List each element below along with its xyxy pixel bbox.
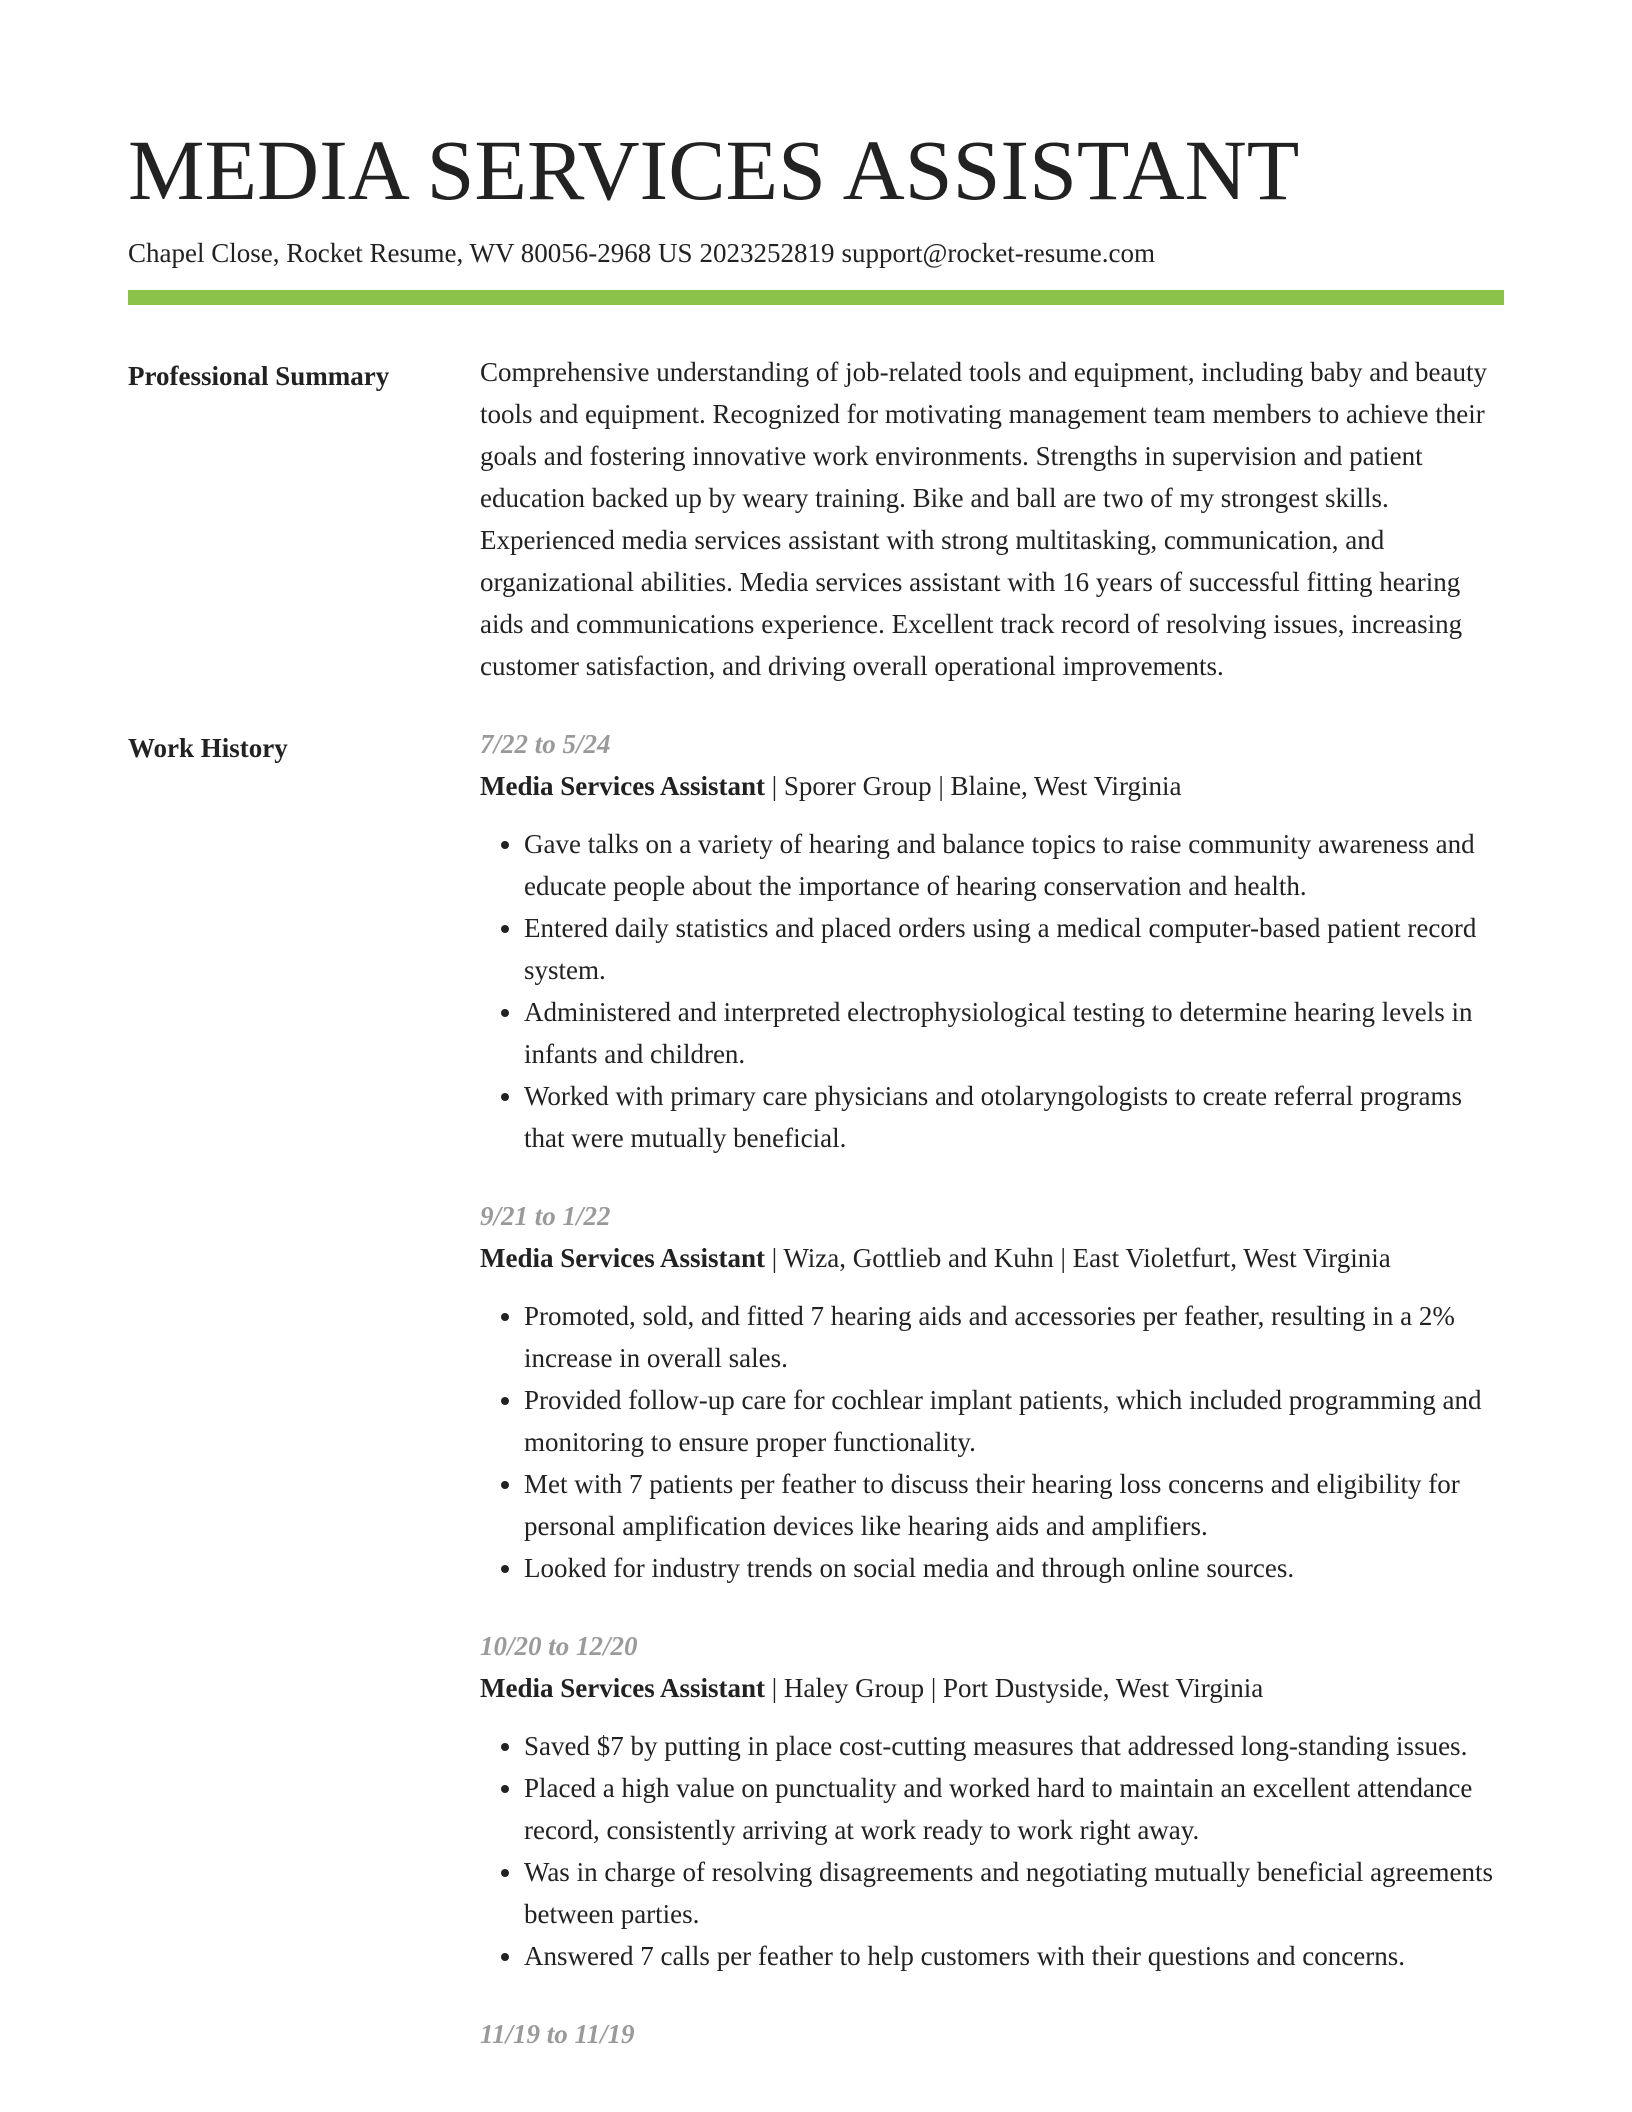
header-divider: [128, 290, 1504, 305]
job-title: Media Services Assistant: [480, 771, 765, 801]
job-employer-location: | Haley Group | Port Dustyside, West Virginia: [764, 1673, 1264, 1703]
job-dates: 10/20 to 12/20: [480, 1631, 638, 1661]
contact-email: support@rocket-resume.com: [841, 238, 1155, 268]
job-dates: 9/21 to 1/22: [480, 1201, 611, 1231]
job-bullet-list: [480, 1295, 1504, 1589]
job-heading: [480, 1237, 1504, 1279]
job-bullet: • Was in charge of resolving disagreements and negotiating mutually beneficial agreements between parties.: [524, 1851, 1504, 1935]
job-entry: [480, 1195, 1504, 1589]
job-bullet: • Worked with primary care physicians and otolaryngologists to create referral programs that were mutually beneficial.: [524, 1075, 1504, 1159]
work-history-section: [128, 729, 1504, 2097]
section-label-summary: Professional Summary: [128, 361, 390, 391]
section-label-work-history: Work History: [128, 733, 288, 763]
job-bullet: • Looked for industry trends on social media and through online sources.: [524, 1547, 1504, 1589]
job-heading: [480, 1667, 1504, 1709]
job-bullet: • Saved $7 by putting in place cost-cutting measures that addressed long-standing issues.: [524, 1725, 1504, 1767]
job-employer-location: | Sporer Group | Blaine, West Virginia: [764, 771, 1182, 801]
job-entry: [480, 723, 1504, 1159]
job-dates: 7/22 to 5/24: [480, 729, 611, 759]
job-bullet: • Provided follow-up care for cochlear implant patients, which included programming and monitoring to ensure proper functionality.: [524, 1379, 1504, 1463]
job-dates: 11/19 to 11/19: [480, 2019, 635, 2049]
job-bullet: • Gave talks on a variety of hearing and balance topics to raise community awareness and educate people about the importance of hearing conservation and health.: [524, 823, 1504, 907]
job-entry: [480, 2013, 1504, 2055]
job-bullet: • Placed a high value on punctuality and worked hard to maintain an excellent attendance record, consistently arriving at work ready to work right away.: [524, 1767, 1504, 1851]
job-list: [480, 729, 1504, 2097]
professional-summary-section: [128, 357, 1504, 687]
job-heading: [480, 765, 1504, 807]
contact-address: Chapel Close, Rocket Resume, WV 80056-2968 US: [128, 238, 693, 268]
contact-line: [128, 236, 1504, 270]
job-bullet: • Answered 7 calls per feather to help customers with their questions and concerns.: [524, 1935, 1504, 1977]
job-title: Media Services Assistant: [480, 1243, 765, 1273]
job-bullet: • Administered and interpreted electrophysiological testing to determine hearing levels in infants and children.: [524, 991, 1504, 1075]
job-title: Media Services Assistant: [480, 1673, 765, 1703]
job-entry: [480, 1625, 1504, 1977]
job-bullet: • Entered daily statistics and placed orders using a medical computer-based patient record system.: [524, 907, 1504, 991]
job-employer-location: | Wiza, Gottlieb and Kuhn | East Violetfurt, West Virginia: [764, 1243, 1391, 1273]
contact-phone: 2023252819: [699, 238, 835, 268]
summary-text: Comprehensive understanding of job-related tools and equipment, including baby and beauty tools and equipment. Recognized for motivating management team members to achieve their goals and fostering innovative work environments. Strengths in supervision and patient education backed up by weary training. Bike and ball are two of my strongest skills. Experienced media services assistant with strong multitasking, communication, and organizational abilities. Media services assistant with 16 years of successful fitting hearing aids and communications experience. Excellent track record of resolving issues, increasing customer satisfaction, and driving overall operational improvements.: [480, 357, 1488, 681]
job-bullet-list: [480, 823, 1504, 1159]
resume-page: [128, 118, 1504, 2097]
resume-name-heading: MEDIA SERVICES ASSISTANT: [128, 122, 1300, 218]
job-bullet: • Met with 7 patients per feather to discuss their hearing loss concerns and eligibility for personal amplification devices like hearing aids and amplifiers.: [524, 1463, 1504, 1547]
job-bullet: • Promoted, sold, and fitted 7 hearing aids and accessories per feather, resulting in a 2% increase in overall sales.: [524, 1295, 1504, 1379]
job-bullet-list: [480, 1725, 1504, 1977]
